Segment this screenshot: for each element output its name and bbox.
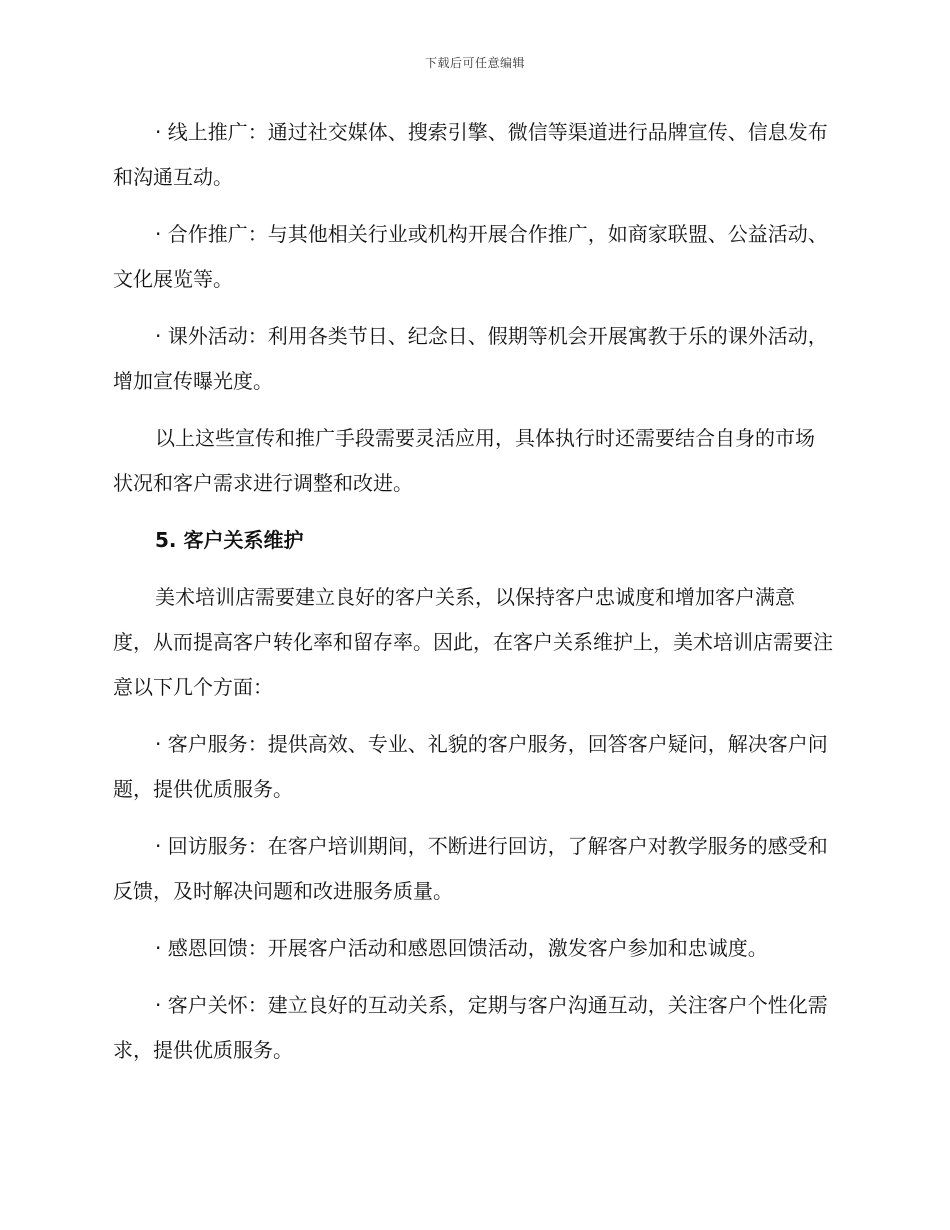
paragraph-crm-intro: 美术培训店需要建立良好的客户关系，以保持客户忠诚度和增加客户满意度，从而提高客户转化率和留存率。因此，在客户关系维护上，美术培训店需要注意以下几个方面： (113, 585, 833, 699)
document-body (113, 110, 833, 1085)
paragraph-customer-service: · 客户服务：提供高效、专业、礼貌的客户服务，回答客户疑问，解决客户问题，提供优质服务。 (113, 732, 828, 801)
paragraph-promotion-summary: 以上这些宣传和推广手段需要灵活应用，具体执行时还需要结合自身的市场状况和客户需求进行调整和改进。 (113, 426, 815, 495)
paragraph-gratitude-rewards: · 感恩回馈：开展客户活动和感恩回馈活动，激发客户参加和忠诚度。 (155, 936, 768, 960)
paragraph-cooperation-promotion: · 合作推广：与其他相关行业或机构开展合作推广，如商家联盟、公益活动、文化展览等。 (113, 222, 828, 291)
paragraph-extracurricular-activities: · 课外活动：利用各类节日、纪念日、假期等机会开展寓教于乐的课外活动，增加宣传曝光度。 (113, 324, 828, 393)
paragraph-online-promotion: · 线上推广：通过社交媒体、搜索引擎、微信等渠道进行品牌宣传、信息发布和沟通互动。 (113, 120, 828, 189)
section-heading: 5. 客户关系维护 (155, 528, 304, 552)
paragraph-customer-care: · 客户关怀：建立良好的互动关系，定期与客户沟通互动，关注客户个性化需求，提供优质服务。 (113, 993, 828, 1062)
paragraph-follow-up-service: · 回访服务：在客户培训期间，不断进行回访，了解客户对教学服务的感受和反馈，及时解决问题和改进服务质量。 (113, 834, 828, 903)
header-note: 下载后可任意编辑 (424, 56, 525, 70)
